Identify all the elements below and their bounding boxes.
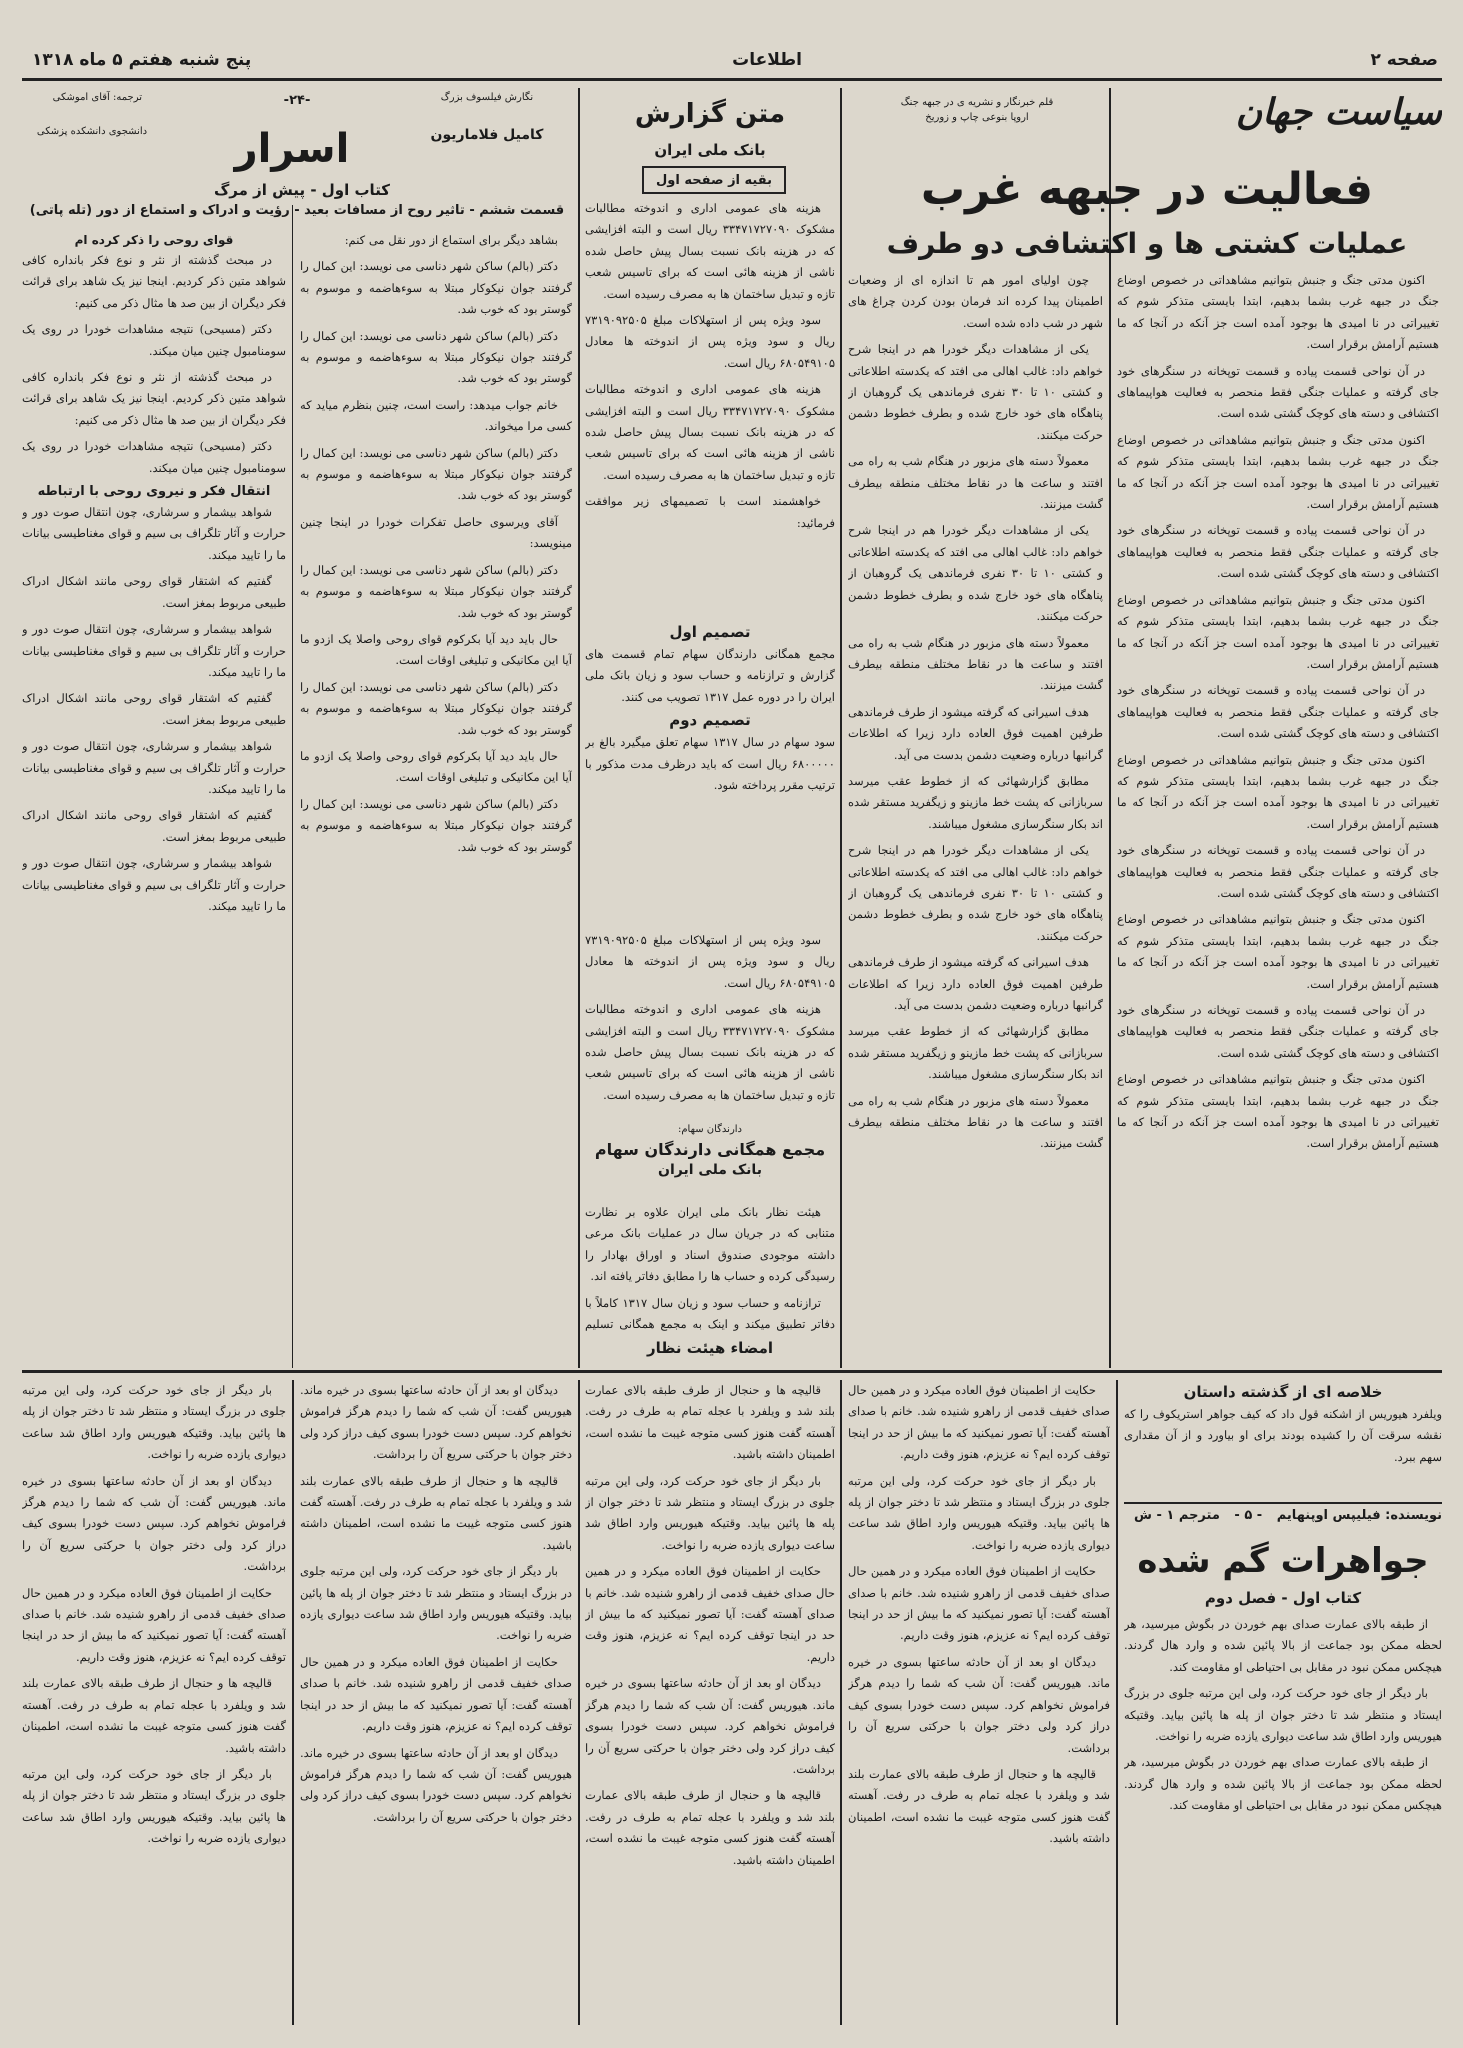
- report-title: متن گزارش: [634, 99, 786, 129]
- politics-paragraph: در آن نواحی قسمت پیاده و قسمت توپخانه در سنگرهای خود جای گرفته و عملیات جنگی فقط منحصر به فعالیت هواپیماهای اکتشافی و دسته های کوچک گشتی شده است.: [1117, 1003, 1439, 1060]
- mystery-number: -۲۴-: [283, 93, 311, 108]
- newspaper-page: [22, 40, 1442, 2030]
- continued-label: بقیه از صفحه اول: [656, 173, 772, 188]
- politics-column-1: [1117, 270, 1439, 1360]
- page-header: [22, 40, 1442, 76]
- mystery-paragraph: دکتر (مسیحی) نتیجه مشاهدات خودرا در روی یک سومنامبول چنین میان میکند.: [22, 322, 286, 358]
- story-paragraph: بار دیگر از جای خود حرکت کرد، ولی این مرتبه جلوی در بزرگ ایستاد و منتظر شد تا دختر جوان از پله ها پائین بیاید. وقتیکه هیوریس وارد اطاق شد ساعت دیواری یازده ضربه را نواخت.: [22, 1766, 286, 1846]
- politics-paragraph: مطابق گزارشهائی که از خطوط عقب میرسد سربازانی که پشت خط مازینو و زیگفرید مستقر شده اند بکار سنگرسازی مشغول میباشند.: [848, 773, 1103, 831]
- story-paragraph: دیدگان او بعد از آن حادثه ساعتها بسوی در خیره ماند. هیوریس گفت: آن شب که شما را دیدم هرگز فراموش نخواهم کرد. سپس دست خودرا بسوی کیف دراز کرد ولی دختر جوان با حرکتی سریع آن را برداشت.: [300, 1745, 572, 1824]
- report-paragraph: هزینه های عمومی اداری و اندوخته مطالبات مشکوک ۳۳۴۷۱۷۲۷۰۹۰ ریال است و البته افزایشی که در هزینه بانک نسبت بسال پیش حاصل شده ناشی از هزینه هائی است که برای تاسیس شعب تازه و تبدیل ساختمان ها به مصرف رسیده است.: [585, 382, 835, 482]
- report-paragraph: ترازنامه و حساب سود و زیان سال ۱۳۱۷ کاملاً با دفاتر تطبیق میکند و اینک به مجمع همگانی تسلیم: [585, 1295, 835, 1332]
- paper-name: اطلاعات: [732, 50, 802, 70]
- story-column-1: [1124, 1614, 1442, 2024]
- politics-paragraph: اکنون مدتی جنگ و جنبش بتوانیم مشاهداتی در خصوص اوضاع جنگ در جبهه غرب بشما بدهیم، ابتدا بایستی متذکر شوم که تغییراتی در نا امیدی ها بوجود آمده است جز آنکه در آنجا که ما هستیم آرامش برقرار است.: [1117, 592, 1439, 671]
- story-paragraph: حکایت از اطمینان فوق العاده میکرد و در همین حال صدای خفیف قدمی از راهرو شنیده شد. خانم با صدای آهسته گفت: آیا تصور نمیکنید که ما بیش از حد در اینجا توقف کرده ایم؟ نه عزیزم، هنوز وقت داریم.: [848, 1383, 1110, 1462]
- col-rule-3: [578, 88, 580, 1368]
- report-column-1: [585, 198, 835, 618]
- story-subtitle: کتاب اول - فصل دوم: [1204, 1589, 1362, 1607]
- story-column-5: [22, 1380, 286, 2025]
- politics-paragraph: اکنون مدتی جنگ و جنبش بتوانیم مشاهداتی در خصوص اوضاع جنگ در جبهه غرب بشما بدهیم، ابتدا بایستی متذکر شوم که تغییراتی در نا امیدی ها بوجود آمده است جز آنکه در آنجا که ما هستیم آرامش برقرار است.: [1117, 1072, 1439, 1151]
- story-credits: [1124, 1508, 1442, 1532]
- story-paragraph: حکایت از اطمینان فوق العاده میکرد و در همین حال صدای خفیف قدمی از راهرو شنیده شد. خانم با صدای آهسته گفت: آیا تصور نمیکنید که ما بیش از حد در اینجا توقف کرده ایم؟ نه عزیزم، هنوز وقت داریم.: [22, 1585, 286, 1664]
- story-paragraph: بار دیگر از جای خود حرکت کرد، ولی این مرتبه جلوی در بزرگ ایستاد و منتظر شد تا دختر جوان از پله ها پائین بیاید. وقتیکه هیوریس وارد اطاق شد ساعت دیواری یازده ضربه را نواخت.: [848, 1473, 1110, 1552]
- mystery-column-1: [300, 230, 572, 1360]
- story-paragraph: بار دیگر از جای خود حرکت کرد، ولی این مرتبه جلوی در بزرگ ایستاد و منتظر شد تا دختر جوان از پله ها پائین بیاید. وقتیکه هیوریس وارد اطاق شد ساعت دیواری یازده ضربه را نواخت.: [300, 1564, 572, 1643]
- mystery-paragraph: گفتیم که اشتقار قوای روحی مانند اشکال ادراک طبیعی مربوط بمغز است.: [22, 808, 286, 844]
- story-paragraph: دیدگان او بعد از آن حادثه ساعتها بسوی در خیره ماند. هیوریس گفت: آن شب که شما را دیدم هرگز فراموش نخواهم کرد. سپس دست خودرا بسوی کیف دراز کرد ولی دختر جوان با حرکتی سریع آن را برداشت.: [585, 1676, 835, 1776]
- politics-paragraph: چون اولیای امور هم تا اندازه ای از وضعیات اطمینان پیدا کرده اند فرمان بودن کردن چراغ های شهر در شب داده شده است.: [848, 273, 1103, 330]
- story-paragraph: حکایت از اطمینان فوق العاده میکرد و در همین حال صدای خفیف قدمی از راهرو شنیده شد. خانم با صدای آهسته گفت: آیا تصور نمیکنید که ما بیش از حد در اینجا توقف کرده ایم؟ نه عزیزم، هنوز وقت داریم.: [848, 1564, 1110, 1643]
- story-paragraph: حکایت از اطمینان فوق العاده میکرد و در همین حال صدای خفیف قدمی از راهرو شنیده شد. خانم با صدای آهسته گفت: آیا تصور نمیکنید که ما بیش از حد در اینجا توقف کرده ایم؟ نه عزیزم، هنوز وقت داریم.: [585, 1564, 835, 1664]
- politics-headline: فعالیت در جبهه غرب: [920, 164, 1374, 215]
- politics-paragraph: هدف اسیرانی که گرفته میشود از طرف فرماندهی طرفین اهمیت فوق العاده دارد زیرا که اطلاعات گرانبها درباره وضعیت دشمن بدست می آید.: [848, 704, 1103, 762]
- mystery-translator-2: دانشجوی دانشکده پزشکی: [36, 126, 148, 137]
- col-rule-2: [840, 88, 842, 1368]
- politics-paragraph: در آن نواحی قسمت پیاده و قسمت توپخانه در سنگرهای خود جای گرفته و عملیات جنگی فقط منحصر به فعالیت هواپیماهای اکتشافی و دسته های کوچک گشتی شده است.: [1117, 363, 1439, 421]
- politics-column-2: [848, 270, 1103, 1360]
- story-author: نویسنده: فیلیپس اوپنهایم: [1276, 1508, 1442, 1523]
- mystery-paragraph: دکتر (بالم) ساکن شهر دناسی می نویسد: این کمال را گرفتند جوان نیکوکار مبتلا به سوءهاضمه و موسوم به گوستر بود که خوب شد.: [300, 679, 572, 737]
- politics-paragraph: اکنون مدتی جنگ و جنبش بتوانیم مشاهداتی در خصوص اوضاع جنگ در جبهه غرب بشما بدهیم، ابتدا بایستی متذکر شوم که تغییراتی در نا امیدی ها بوجود آمده است جز آنکه در آنجا که ما هستیم آرامش برقرار است.: [1117, 432, 1439, 512]
- mystery-paragraph: دکتر (بالم) ساکن شهر دناسی می نویسد: این کمال را گرفتند جوان نیکوکار مبتلا به سوءهاضمه و موسوم به گوستر بود که خوب شد.: [300, 259, 572, 317]
- report-paragraph: هیئت نظار بانک ملی ایران علاوه بر نظارت متنابی که در جریان سال در عملیات بانک مرعی داشته موجودی صندوق اسناد و اوراق بهادار را رسیدگی کرده و حساب ها را مطابق دفاتر یافته اند.: [585, 1205, 835, 1284]
- report-paragraph: هزینه های عمومی اداری و اندوخته مطالبات مشکوک ۳۳۴۷۱۷۲۷۰۹۰ ریال است و البته افزایشی که در هزینه بانک نسبت بسال پیش حاصل شده ناشی از هزینه هائی است که برای تاسیس شعب تازه و تبدیل ساختمان ها به مصرف رسیده است.: [585, 1002, 835, 1102]
- politics-byline: [852, 95, 1102, 135]
- summary-text: ویلفرد هیوریس از اشکنه قول داد که کیف جواهر استریکوف را که نقشه سرقت آن را کشیده بودند برای او بیاورد و از آن مقداری سهم ببرد.: [1124, 1407, 1442, 1464]
- story-column-2: [848, 1380, 1110, 2025]
- mystery-paragraph: دکتر (بالم) ساکن شهر دناسی می نویسد: این کمال را گرفتند جوان نیکوکار مبتلا به سوءهاضمه و موسوم به گوستر بود که خوب شد.: [300, 562, 572, 620]
- story-paragraph: قالیچه ها و حنجال از طرف طبقه بالای عمارت بلند شد و ویلفرد با عجله تمام به طرف در رفت. آهسته گفت هنوز کسی متوجه غیبت ما نشده است، اطمینان داشته باشید.: [585, 1383, 835, 1462]
- summary-title: خلاصه ای از گذشته داستان: [1183, 1383, 1383, 1401]
- story-paragraph: دیدگان او بعد از آن حادثه ساعتها بسوی در خیره ماند. هیوریس گفت: آن شب که شما را دیدم هرگز فراموش نخواهم کرد. سپس دست خودرا بسوی کیف دراز کرد ولی دختر جوان با حرکتی سریع آن را برداشت.: [22, 1473, 286, 1574]
- mystery-book: کتاب اول - پیش از مرگ: [213, 181, 391, 199]
- politics-paragraph: مطابق گزارشهائی که از خطوط عقب میرسد سربازانی که پشت خط مازینو و زیگفرید مستقر شده اند بکار سنگرسازی مشغول میباشند.: [848, 1024, 1103, 1082]
- assembly-title: مجمع همگانی دارندگان سهام: [594, 1140, 826, 1159]
- politics-paragraph: در آن نواحی قسمت پیاده و قسمت توپخانه در سنگرهای خود جای گرفته و عملیات جنگی فقط منحصر به فعالیت هواپیماهای اکتشافی و دسته های کوچک گشتی شده است.: [1117, 683, 1439, 741]
- mystery-paragraph: بشاهد دیگر برای استماع از دور نقل می کنم:: [344, 233, 558, 247]
- mystery-paragraph: دکتر (مسیحی) نتیجه مشاهدات خودرا در روی یک سومنامبول چنین میان میکند.: [22, 439, 286, 475]
- mystery-paragraph: گفتیم که اشتقار قوای روحی مانند اشکال ادراک طبیعی مربوط بمغز است.: [22, 691, 286, 727]
- mystery-paragraph: خانم جواب میدهد: راست است، چنین بنظرم میاید که کسی مرا میخواند.: [300, 397, 572, 434]
- mystery-col2-head: قوای روحی را ذکر کرده ام: [74, 233, 234, 247]
- bottom-rule-3: [578, 1380, 580, 2025]
- mystery-paragraph: حال باید دید آیا بکرکوم قوای روحی واصلا یک ازدو ما آیا این مکانیکی و تبلیغی اوقات است.: [300, 748, 572, 785]
- politics-paragraph: اکنون مدتی جنگ و جنبش بتوانیم مشاهداتی در خصوص اوضاع جنگ در جبهه غرب بشما بدهیم، ابتدا بایستی متذکر شوم که تغییراتی در نا امیدی ها بوجود آمده است جز آنکه در آنجا که ما هستیم آرامش برقرار است.: [1117, 912, 1439, 991]
- report-column-1b: [585, 930, 835, 1120]
- politics-paragraph: در آن نواحی قسمت پیاده و قسمت توپخانه در سنگرهای خود جای گرفته و عملیات جنگی فقط منحصر به فعالیت هواپیماهای اکتشافی و دسته های کوچک گشتی شده است.: [1117, 523, 1439, 581]
- politics-paragraph: اکنون مدتی جنگ و جنبش بتوانیم مشاهداتی در خصوص اوضاع جنگ در جبهه غرب بشما بدهیم، ابتدا بایستی متذکر شوم که تغییراتی در نا امیدی ها بوجود آمده است جز آنکه در آنجا که ما هستیم آرامش برقرار است.: [1117, 273, 1439, 352]
- mystery-translator: ترجمه: آقای اموشکی: [52, 92, 142, 103]
- bottom-rule-2: [840, 1380, 842, 2025]
- report-bank: بانک ملی ایران: [654, 141, 766, 159]
- mystery-paragraph: آقای ویرسوی حاصل تفکرات خودرا در اینجا چنین مینویسد:: [300, 514, 572, 551]
- story-column-4: [300, 1380, 572, 2025]
- report-paragraph: خواهشمند است با تصمیمهای زیر موافقت فرمائید:: [585, 494, 835, 530]
- assembly-header: [585, 1122, 835, 1202]
- assembly-bank: بانک ملی ایران: [658, 1162, 762, 1178]
- politics-paragraph: معمولاً دسته های مزبور در هنگام شب به راه می افتند و ساعت ها در نقاط مختلف منطقه بیطرف گشت میزنند.: [848, 454, 1103, 512]
- mystery-title: اسرار: [234, 126, 350, 172]
- story-paragraph: قالیچه ها و حنجال از طرف طبقه بالای عمارت بلند شد و ویلفرد با عجله تمام به طرف در رفت. آهسته گفت هنوز کسی متوجه غیبت ما نشده است، اطمینان داشته باشید.: [22, 1676, 286, 1755]
- mystery-paragraph: دکتر (بالم) ساکن شهر دناسی می نویسد: این کمال را گرفتند جوان نیکوکار مبتلا به سوءهاضمه و موسوم به گوستر بود که خوب شد.: [300, 328, 572, 386]
- politics-paragraph: هدف اسیرانی که گرفته میشود از طرف فرماندهی طرفین اهمیت فوق العاده دارد زیرا که اطلاعات گرانبها درباره وضعیت دشمن بدست می آید.: [848, 955, 1103, 1012]
- mystery-paragraph: شواهد بیشمار و سرشاری، چون انتقال صوت دور و حرارت و آثار تلگراف بی سیم و قوای مغناطیسی بیانات ما را تایید میکند.: [22, 856, 286, 913]
- header-rule: [22, 78, 1442, 81]
- report-signature: امضاء هیئت نظار: [647, 1339, 773, 1357]
- mystery-paragraph: دکتر (بالم) ساکن شهر دناسی می نویسد: این کمال را گرفتند جوان نیکوکار مبتلا به سوءهاضمه و موسوم به گوستر بود که خوب شد.: [300, 445, 572, 503]
- decision-1-head: تصمیم اول: [669, 623, 751, 641]
- continued-box: [642, 166, 786, 194]
- bottom-rule-4: [292, 1380, 294, 2025]
- section-rule: [22, 1370, 1442, 1373]
- page-number: صفحه ۲: [1370, 50, 1438, 70]
- story-paragraph: حکایت از اطمینان فوق العاده میکرد و در همین حال صدای خفیف قدمی از راهرو شنیده شد. خانم با صدای آهسته گفت: آیا تصور نمیکنید که ما بیش از حد در اینجا توقف کرده ایم؟ نه عزیزم، هنوز وقت داریم.: [300, 1654, 572, 1734]
- mystery-paragraph: شواهد بیشمار و سرشاری، چون انتقال صوت دور و حرارت و آثار تلگراف بی سیم و قوای مغناطیسی بیانات ما را تایید میکند.: [22, 622, 286, 679]
- politics-paragraph: در آن نواحی قسمت پیاده و قسمت توپخانه در سنگرهای خود جای گرفته و عملیات جنگی فقط منحصر به فعالیت هواپیماهای اکتشافی و دسته های کوچک گشتی شده است.: [1117, 843, 1439, 900]
- report-paragraph: سود ویژه پس از استهلاکات مبلغ ۷۳۱۹۰۹۲۵۰۵ ریال و سود ویژه پس از اندوخته ها معادل ۶۸۰۵۴۹۱۰۵ ریال است.: [585, 313, 835, 370]
- politics-paragraph: یکی از مشاهدات دیگر خودرا هم در اینجا شرح خواهم داد: غالب اهالی می افتد که یکدسته اطلاعاتی و کشتی ۱۰ تا ۳۰ نفری فرماندهی یک گروهبان از پناهگاه های خود خارج شده و بطرف خطوط دشمن حرکت میکنند.: [848, 843, 1103, 943]
- col-rule-4: [292, 205, 293, 1368]
- story-paragraph: قالیچه ها و حنجال از طرف طبقه بالای عمارت بلند شد و ویلفرد با عجله تمام به طرف در رفت. آهسته گفت هنوز کسی متوجه غیبت ما نشده است، اطمینان داشته باشید.: [585, 1788, 835, 1867]
- story-paragraph: قالیچه ها و حنجال از طرف طبقه بالای عمارت بلند شد و ویلفرد با عجله تمام به طرف در رفت. آهسته گفت هنوز کسی متوجه غیبت ما نشده است، اطمینان داشته باشید.: [848, 1766, 1110, 1846]
- mystery-series: نگارش فیلسوف بزرگ: [440, 92, 534, 103]
- mystery-paragraph: دکتر (بالم) ساکن شهر دناسی می نویسد: این کمال را گرفتند جوان نیکوکار مبتلا به سوءهاضمه و موسوم به گوستر بود که خوب شد.: [300, 796, 572, 854]
- story-paragraph: از طبقه بالای عمارت صدای بهم خوردن در بگوش میرسید، هر لحظه ممکن بود جماعت از بالا پائین شده و وارد هال گردند. هیچکس ممکن نبود در مقابل بی احتیاطی او مقاومت کند.: [1124, 1755, 1442, 1813]
- mystery-paragraph: شواهد بیشمار و سرشاری، چون انتقال صوت دور و حرارت و آثار تلگراف بی سیم و قوای مغناطیسی بیانات ما را تایید میکند.: [22, 739, 286, 796]
- byline-1: قلم خبرنگار و نشریه ی در جبهه جنگ: [900, 97, 1054, 108]
- story-paragraph: بار دیگر از جای خود حرکت کرد، ولی این مرتبه جلوی در بزرگ ایستاد و منتظر شد تا دختر جوان از پله ها پائین بیاید. وقتیکه هیوریس وارد اطاق شد ساعت دیواری یازده ضربه را نواخت.: [22, 1383, 286, 1462]
- politics-subhead: عملیات کشتی ها و اکتشافی دو طرف: [886, 227, 1408, 260]
- decision-1-text: مجمع همگانی دارندگان سهام تمام قسمت های گزارش و ترازنامه و حساب سود و زیان بانک ملی ایران را در دوره عمل ۱۳۱۷ تصویب می کنند.: [585, 647, 835, 704]
- report-paragraph: سود ویژه پس از استهلاکات مبلغ ۷۳۱۹۰۹۲۵۰۵ ریال و سود ویژه پس از اندوخته ها معادل ۶۸۰۵۴۹۱۰۵ ریال است.: [585, 933, 835, 990]
- bottom-rule-1: [1116, 1380, 1118, 2025]
- signed-head: دارندگان سهام:: [677, 1124, 743, 1135]
- col-rule-1: [1109, 88, 1111, 1368]
- politics-paragraph: معمولاً دسته های مزبور در هنگام شب به راه می افتند و ساعت ها در نقاط مختلف منطقه بیطرف گشت میزنند.: [848, 1093, 1103, 1151]
- mystery-col2-sub: انتقال فکر و نیروی روحی با ارتباطه: [37, 484, 271, 500]
- report-decisions: [585, 620, 835, 920]
- story-episode: - ۵ -: [1234, 1508, 1263, 1523]
- report-column-2: [585, 1202, 835, 1332]
- mystery-paragraph: در مبحث گذشته از نثر و نوع فکر بانداره کافی شواهد متین ذکر کردیم. اینجا نیز یک شاهد برای قرائت فکر دیگران از بین صد ها مثال ذکر می کنیم:: [22, 253, 286, 310]
- summary-box: [1124, 1380, 1442, 1500]
- politics-paragraph: معمولاً دسته های مزبور در هنگام شب به راه می افتند و ساعت ها در نقاط مختلف منطقه بیطرف گشت میزنند.: [848, 635, 1103, 693]
- story-paragraph: از طبقه بالای عمارت صدای بهم خوردن در بگوش میرسید، هر لحظه ممکن بود جماعت از بالا پائین شده و وارد هال گردند. هیچکس ممکن نبود در مقابل بی احتیاطی او مقاومت کند.: [1124, 1617, 1442, 1674]
- issue-date: پنج شنبه هفتم ۵ ماه ۱۳۱۸: [32, 50, 252, 70]
- summary-rule: [1124, 1502, 1442, 1504]
- politics-kicker: سیاست جهان: [1235, 92, 1442, 133]
- story-translator: مترجم ۱ - ش: [1134, 1508, 1220, 1523]
- mystery-paragraph: شواهد بیشمار و سرشاری، چون انتقال صوت دور و حرارت و آثار تلگراف بی سیم و قوای مغناطیسی بیانات ما را تایید میکند.: [22, 505, 286, 562]
- story-paragraph: بار دیگر از جای خود حرکت کرد، ولی این مرتبه جلوی در بزرگ ایستاد و منتظر شد تا دختر جوان از پله ها پائین بیاید. وقتیکه هیوریس وارد اطاق شد ساعت دیواری یازده ضربه را نواخت.: [1124, 1686, 1442, 1744]
- story-paragraph: دیدگان او بعد از آن حادثه ساعتها بسوی در خیره ماند. هیوریس گفت: آن شب که شما را دیدم هرگز فراموش نخواهم کرد. سپس دست خودرا بسوی کیف دراز کرد ولی دختر جوان با حرکتی سریع آن را برداشت.: [300, 1383, 572, 1462]
- politics-paragraph: یکی از مشاهدات دیگر خودرا هم در اینجا شرح خواهم داد: غالب اهالی می افتد که یکدسته اطلاعاتی و کشتی ۱۰ تا ۳۰ نفری فرماندهی یک گروهبان از پناهگاه های خود خارج شده و بطرف خطوط دشمن حرکت میکنند.: [848, 523, 1103, 624]
- decision-2-text: سود سهام در سال ۱۳۱۷ سهام تعلق میگیرد بالغ بر ۶۸۰۰۰۰۰ ریال است که باید درظرف مدت مذکور با ترتیب مقرر پرداخته شود.: [585, 735, 835, 793]
- decision-2-head: تصمیم دوم: [669, 711, 751, 730]
- report-paragraph: هزینه های عمومی اداری و اندوخته مطالبات مشکوک ۳۳۴۷۱۷۲۷۰۹۰ ریال است و البته افزایشی که در هزینه بانک نسبت بسال پیش حاصل شده ناشی از هزینه هائی است که برای تاسیس شعب تازه و تبدیل ساختمان ها به مصرف رسیده است.: [585, 201, 835, 301]
- mystery-paragraph: حال باید دید آیا بکرکوم قوای روحی واصلا یک ازدو ما آیا این مکانیکی و تبلیغی اوقات است.: [300, 631, 572, 668]
- story-paragraph: قالیچه ها و حنجال از طرف طبقه بالای عمارت بلند شد و ویلفرد با عجله تمام به طرف در رفت. آهسته گفت هنوز کسی متوجه غیبت ما نشده است، اطمینان داشته باشید.: [300, 1473, 572, 1552]
- mystery-paragraph: گفتیم که اشتقار قوای روحی مانند اشکال ادراک طبیعی مربوط بمغز است.: [22, 574, 286, 610]
- story-title: جواهرات گم شده: [1137, 1541, 1429, 1581]
- byline-2: اروپا بنوعی چاپ و زوریخ: [925, 112, 1029, 123]
- mystery-chapter: قسمت ششم - تاثیر روح از مسافات بعید - رؤیت و ادراک و استماع از دور (تله پاتی): [29, 203, 565, 218]
- story-column-3: [585, 1380, 835, 2025]
- mystery-author: کامیل فلاماریون: [430, 127, 544, 143]
- politics-paragraph: اکنون مدتی جنگ و جنبش بتوانیم مشاهداتی در خصوص اوضاع جنگ در جبهه غرب بشما بدهیم، ابتدا بایستی متذکر شوم که تغییراتی در نا امیدی ها بوجود آمده است جز آنکه در آنجا که ما هستیم آرامش برقرار است.: [1117, 752, 1439, 831]
- mystery-column-2: [22, 230, 286, 1360]
- story-paragraph: بار دیگر از جای خود حرکت کرد، ولی این مرتبه جلوی در بزرگ ایستاد و منتظر شد تا دختر جوان از پله ها پائین بیاید. وقتیکه هیوریس وارد اطاق شد ساعت دیواری یازده ضربه را نواخت.: [585, 1473, 835, 1552]
- mystery-paragraph: در مبحث گذشته از نثر و نوع فکر بانداره کافی شواهد متین ذکر کردیم. اینجا نیز یک شاهد برای قرائت فکر دیگران از بین صد ها مثال ذکر می کنیم:: [22, 370, 286, 427]
- politics-paragraph: یکی از مشاهدات دیگر خودرا هم در اینجا شرح خواهم داد: غالب اهالی می افتد که یکدسته اطلاعاتی و کشتی ۱۰ تا ۳۰ نفری فرماندهی یک گروهبان از پناهگاه های خود خارج شده و بطرف خطوط دشمن حرکت میکنند.: [848, 342, 1103, 442]
- story-paragraph: دیدگان او بعد از آن حادثه ساعتها بسوی در خیره ماند. هیوریس گفت: آن شب که شما را دیدم هرگز فراموش نخواهم کرد. سپس دست خودرا بسوی کیف دراز کرد ولی دختر جوان با حرکتی سریع آن را برداشت.: [848, 1654, 1110, 1755]
